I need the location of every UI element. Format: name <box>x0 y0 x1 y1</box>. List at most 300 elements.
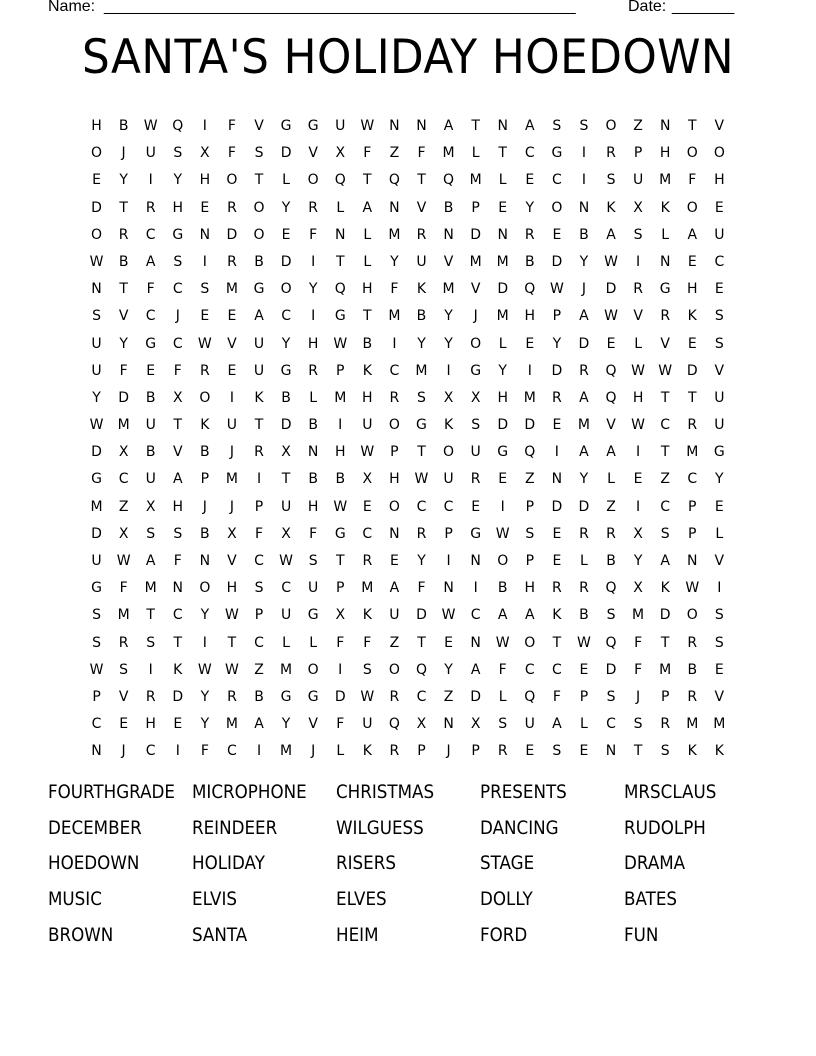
grid-letter: Y <box>579 253 589 270</box>
grid-letter: Q <box>524 281 536 298</box>
grid-letter: L <box>282 634 290 651</box>
grid-letter: N <box>389 525 400 542</box>
grid-row <box>83 222 733 249</box>
grid-letter: R <box>497 743 508 760</box>
grid-letter: F <box>363 145 372 162</box>
grid-letter: Q <box>605 389 617 406</box>
grid-letter: P <box>336 580 345 597</box>
name-field-line: _____________________________________________________ <box>104 0 576 15</box>
grid-letter: I <box>175 743 180 760</box>
grid-letter: M <box>280 743 293 760</box>
grid-row <box>83 439 733 466</box>
grid-letter: F <box>498 661 507 678</box>
grid-letter: M <box>442 281 455 298</box>
grid-letter: H <box>389 471 400 488</box>
grid-letter: W <box>89 253 104 270</box>
grid-letter: K <box>687 743 697 760</box>
grid-letter: P <box>471 743 480 760</box>
grid-letter: N <box>199 226 211 243</box>
grid-letter: I <box>581 145 587 162</box>
grid-letter: G <box>307 688 319 705</box>
grid-letter: V <box>443 253 454 270</box>
grid-letter: N <box>497 118 508 134</box>
grid-letter: T <box>119 281 128 298</box>
grid-letter: S <box>660 525 670 542</box>
grid-letter: T <box>173 634 183 651</box>
grid-letter: Y <box>552 335 562 352</box>
grid-row <box>83 303 733 330</box>
grid-letter: R <box>687 634 698 651</box>
grid-letter: W <box>197 335 212 352</box>
grid-letter: B <box>335 471 346 488</box>
grid-letter: X <box>118 444 129 461</box>
word-bank-item: REINDEER <box>192 816 278 839</box>
grid-letter: L <box>471 145 480 162</box>
grid-letter: G <box>497 444 509 461</box>
grid-letter: X <box>145 498 156 515</box>
grid-letter: A <box>579 389 589 406</box>
page-title: SANTA'S HOLIDAY HOEDOWN <box>81 30 735 85</box>
grid-letter: E <box>687 253 697 270</box>
grid-letter: L <box>607 471 615 488</box>
grid-letter: V <box>308 145 318 162</box>
grid-letter: Q <box>605 634 617 651</box>
grid-letter: R <box>416 226 427 243</box>
grid-letter: R <box>389 743 400 760</box>
grid-letter: J <box>446 743 451 760</box>
header-fields <box>48 0 748 20</box>
grid-letter: S <box>200 281 210 298</box>
grid-letter: C <box>145 308 156 325</box>
word-bank-row <box>48 850 768 886</box>
grid-letter: E <box>362 498 372 515</box>
grid-letter: N <box>605 743 617 760</box>
grid-letter: A <box>470 661 481 678</box>
grid-letter: E <box>714 281 724 298</box>
grid-letter: V <box>714 362 725 379</box>
grid-letter: Y <box>281 335 291 352</box>
grid-letter: U <box>362 716 373 733</box>
word-bank-item: CHRISTMAS <box>336 781 435 803</box>
grid-letter: S <box>254 580 264 597</box>
grid-letter: I <box>717 580 722 597</box>
grid-letter: C <box>714 253 725 270</box>
grid-letter: P <box>688 525 697 542</box>
grid-letter: U <box>253 335 265 352</box>
grid-letter: S <box>92 607 101 624</box>
grid-letter: B <box>281 389 291 406</box>
grid-letter: H <box>686 281 698 298</box>
grid-letter: F <box>227 145 236 162</box>
grid-letter: I <box>636 498 641 515</box>
grid-letter: E <box>92 172 101 189</box>
grid-letter: S <box>146 634 156 651</box>
grid-letter: O <box>497 553 509 569</box>
grid-letter: E <box>281 226 291 243</box>
grid-letter: S <box>714 308 724 325</box>
grid-letter: M <box>117 607 130 624</box>
grid-letter: D <box>91 525 102 542</box>
grid-letter: M <box>388 308 401 325</box>
grid-letter: Y <box>200 607 210 624</box>
grid-letter: F <box>552 688 561 705</box>
grid-letter: T <box>173 417 183 434</box>
grid-letter: U <box>714 417 725 434</box>
grid-letter: H <box>307 335 319 352</box>
grid-letter: Z <box>389 145 400 162</box>
word-bank-item: RISERS <box>336 852 396 875</box>
grid-letter: I <box>202 253 207 270</box>
grid-letter: W <box>414 471 429 488</box>
grid-letter: Y <box>498 362 507 379</box>
grid-letter: I <box>311 253 316 270</box>
grid-letter: K <box>443 417 454 434</box>
grid-letter: G <box>280 362 292 379</box>
grid-letter: C <box>416 498 427 515</box>
grid-letter: M <box>442 145 455 162</box>
grid-letter: M <box>361 580 374 597</box>
word-bank-item: DOLLY <box>480 888 533 911</box>
grid-letter: D <box>686 362 698 379</box>
grid-letter: M <box>225 471 238 488</box>
grid-letter: Y <box>417 335 426 352</box>
grid-letter: F <box>336 716 345 733</box>
grid-letter: Y <box>444 308 453 325</box>
grid-letter: N <box>443 716 454 733</box>
grid-letter: L <box>580 716 588 733</box>
grid-letter: U <box>226 417 238 434</box>
grid-letter: C <box>91 716 102 733</box>
grid-letter: L <box>336 199 345 216</box>
word-bank-item: ELVES <box>336 888 387 911</box>
grid-letter: I <box>202 118 207 134</box>
grid-letter: G <box>145 335 157 352</box>
grid-letter: T <box>281 471 291 488</box>
grid-letter: S <box>146 525 156 542</box>
grid-letter: G <box>659 281 671 298</box>
grid-letter: K <box>660 199 670 216</box>
grid-letter: D <box>524 417 536 434</box>
grid-letter: R <box>687 417 698 434</box>
grid-letter: D <box>334 688 346 705</box>
grid-letter: L <box>309 389 318 406</box>
grid-letter: M <box>496 253 509 270</box>
grid-letter: J <box>581 281 587 298</box>
grid-letter: A <box>687 226 698 243</box>
grid-letter: X <box>118 525 129 542</box>
grid-letter: W <box>197 661 212 678</box>
grid-letter: Y <box>633 553 643 569</box>
grid-letter: F <box>173 553 182 569</box>
grid-letter: F <box>634 661 643 678</box>
grid-letter: R <box>199 362 210 379</box>
grid-letter: P <box>633 145 643 162</box>
grid-letter: D <box>91 444 102 461</box>
grid-letter: N <box>470 553 481 569</box>
grid-letter: A <box>525 118 535 134</box>
grid-letter: B <box>254 688 264 705</box>
grid-letter: F <box>309 525 318 542</box>
grid-letter: I <box>636 253 641 270</box>
grid-letter: V <box>633 308 643 325</box>
grid-letter: S <box>633 716 643 733</box>
grid-letter: M <box>334 389 347 406</box>
grid-letter: G <box>91 580 102 597</box>
grid-letter: Q <box>605 580 617 597</box>
grid-letter: W <box>143 118 158 134</box>
grid-letter: N <box>389 118 400 134</box>
grid-letter: C <box>551 661 562 678</box>
word-bank-row <box>48 886 768 922</box>
grid-letter: T <box>417 634 426 651</box>
grid-letter: E <box>200 308 210 325</box>
grid-letter: I <box>636 444 641 461</box>
grid-letter: D <box>605 281 617 298</box>
grid-letter: R <box>227 253 237 270</box>
grid-letter: F <box>254 525 264 542</box>
grid-letter: T <box>335 553 345 569</box>
grid-letter: B <box>118 118 129 134</box>
grid-letter: U <box>443 471 454 488</box>
grid-letter: B <box>579 226 589 243</box>
grid-letter: O <box>280 281 292 298</box>
grid-letter: Z <box>254 661 264 678</box>
grid-row <box>83 412 733 439</box>
grid-row <box>83 167 733 194</box>
word-bank-item: ELVIS <box>192 888 238 911</box>
grid-letter: S <box>173 253 183 270</box>
grid-letter: D <box>280 417 292 434</box>
grid-letter: P <box>336 362 345 379</box>
grid-letter: U <box>145 145 156 162</box>
grid-letter: D <box>605 661 617 678</box>
grid-letter: H <box>226 580 238 597</box>
grid-letter: H <box>172 199 184 216</box>
grid-letter: V <box>606 417 616 434</box>
grid-letter: O <box>551 199 563 216</box>
grid-letter: A <box>525 607 535 624</box>
grid-letter: S <box>714 634 724 651</box>
grid-letter: K <box>660 580 670 597</box>
grid-letter: E <box>227 362 237 379</box>
grid-letter: G <box>280 118 292 134</box>
grid-letter: A <box>172 471 183 488</box>
grid-row <box>83 113 733 140</box>
grid-letter: Q <box>172 118 184 134</box>
grid-letter: R <box>227 199 237 216</box>
grid-letter: A <box>254 308 264 325</box>
grid-letter: X <box>281 525 291 542</box>
grid-letter: B <box>200 444 210 461</box>
grid-letter: O <box>524 634 536 651</box>
grid-letter: Q <box>605 362 617 379</box>
grid-letter: B <box>687 661 698 678</box>
grid-letter: I <box>256 743 262 760</box>
grid-letter: P <box>525 553 535 569</box>
grid-letter: I <box>256 471 262 488</box>
grid-letter: M <box>469 172 482 189</box>
grid-letter: D <box>470 688 482 705</box>
grid-letter: V <box>254 118 264 134</box>
grid-letter: C <box>254 634 264 651</box>
grid-letter: B <box>579 607 589 624</box>
grid-letter: T <box>417 172 426 189</box>
grid-letter: E <box>633 471 643 488</box>
grid-letter: U <box>308 580 319 597</box>
grid-letter: C <box>551 172 562 189</box>
grid-letter: B <box>497 580 508 597</box>
grid-letter: U <box>389 607 400 624</box>
grid-letter: Y <box>281 199 291 216</box>
grid-letter: H <box>524 580 536 597</box>
word-bank-item: HOLIDAY <box>192 852 265 875</box>
grid-letter: Y <box>525 199 535 216</box>
grid-letter: V <box>470 281 481 298</box>
grid-letter: M <box>686 716 699 733</box>
grid-letter: E <box>687 335 697 352</box>
grid-letter: O <box>199 580 211 597</box>
grid-letter: M <box>280 661 293 678</box>
grid-letter: E <box>173 716 183 733</box>
grid-letter: G <box>280 688 292 705</box>
grid-letter: D <box>470 226 482 243</box>
grid-row <box>83 738 733 765</box>
grid-letter: N <box>659 253 671 270</box>
grid-letter: D <box>280 145 292 162</box>
grid-letter: A <box>606 444 616 461</box>
grid-letter: E <box>552 417 562 434</box>
grid-letter: X <box>200 145 210 162</box>
grid-letter: B <box>416 308 427 325</box>
grid-letter: Z <box>524 471 535 488</box>
grid-letter: R <box>416 525 427 542</box>
grid-letter: Y <box>200 688 210 705</box>
grid-letter: Y <box>308 281 318 298</box>
grid-letter: W <box>604 253 618 270</box>
grid-letter: K <box>254 389 264 406</box>
grid-letter: J <box>473 308 478 325</box>
grid-letter: N <box>307 444 319 461</box>
word-bank-item: BROWN <box>48 923 114 946</box>
grid-letter: X <box>281 444 291 461</box>
date-field-line: _______ <box>672 0 735 15</box>
grid-letter: L <box>309 634 318 651</box>
grid-letter: U <box>632 172 644 189</box>
grid-letter: P <box>92 688 101 705</box>
grid-letter: N <box>659 118 671 134</box>
grid-letter: C <box>470 607 481 624</box>
grid-letter: S <box>471 417 481 434</box>
grid-letter: O <box>253 199 265 216</box>
grid-letter: F <box>200 743 209 760</box>
grid-row <box>83 358 733 385</box>
grid-letter: Y <box>444 661 453 678</box>
grid-letter: I <box>148 661 153 678</box>
grid-letter: T <box>417 444 426 461</box>
grid-letter: U <box>362 417 373 434</box>
date-label: Date: <box>628 0 667 15</box>
grid-letter: R <box>308 362 319 379</box>
grid-row <box>83 711 733 738</box>
grid-letter: T <box>660 634 670 651</box>
grid-letter: X <box>443 389 454 406</box>
grid-letter: L <box>336 743 345 760</box>
grid-letter: P <box>390 444 399 461</box>
grid-letter: H <box>307 498 319 515</box>
grid-letter: G <box>307 118 319 134</box>
grid-letter: R <box>145 688 156 705</box>
word-bank-row <box>48 922 768 958</box>
grid-letter: L <box>498 688 507 705</box>
grid-letter: C <box>145 226 156 243</box>
grid-letter: V <box>172 444 183 461</box>
grid-letter: N <box>497 226 508 243</box>
grid-letter: I <box>446 553 451 569</box>
grid-row <box>83 602 733 629</box>
grid-letter: K <box>200 417 210 434</box>
grid-letter: A <box>362 199 373 216</box>
grid-letter: S <box>606 172 616 189</box>
grid-letter: D <box>497 417 509 434</box>
grid-letter: U <box>714 226 725 243</box>
grid-letter: U <box>145 417 156 434</box>
grid-letter: A <box>579 308 589 325</box>
grid-letter: L <box>498 172 507 189</box>
grid-row <box>83 684 733 711</box>
grid-letter: E <box>444 634 453 651</box>
word-bank-item: BATES <box>624 888 678 911</box>
grid-letter: R <box>552 580 562 597</box>
grid-letter: P <box>525 498 535 515</box>
grid-letter: Q <box>334 172 346 189</box>
grid-letter: S <box>660 743 670 760</box>
grid-letter: E <box>525 743 535 760</box>
grid-letter: C <box>118 471 129 488</box>
grid-letter: C <box>606 716 616 733</box>
grid-letter: J <box>229 498 234 515</box>
grid-letter: C <box>254 553 264 569</box>
grid-letter: F <box>309 226 318 243</box>
grid-letter: S <box>417 389 426 406</box>
grid-letter: Y <box>715 471 724 488</box>
grid-letter: R <box>254 444 264 461</box>
grid-letter: E <box>552 226 562 243</box>
grid-row <box>83 249 733 276</box>
grid-letter: A <box>389 580 400 597</box>
grid-letter: T <box>660 444 670 461</box>
grid-letter: N <box>551 471 563 488</box>
word-bank-item: STAGE <box>480 852 535 875</box>
grid-letter: W <box>360 118 375 134</box>
grid-letter: E <box>200 199 210 216</box>
grid-letter: Q <box>524 444 536 461</box>
grid-letter: M <box>144 580 157 597</box>
word-bank <box>48 779 768 957</box>
grid-letter: W <box>279 553 293 569</box>
grid-letter: N <box>416 118 427 134</box>
grid-letter: T <box>660 389 670 406</box>
grid-letter: A <box>145 553 156 569</box>
grid-letter: C <box>227 743 237 760</box>
grid-letter: X <box>416 716 427 733</box>
grid-letter: C <box>172 335 183 352</box>
grid-letter: M <box>659 172 672 189</box>
grid-letter: H <box>172 498 184 515</box>
grid-letter: O <box>686 607 698 624</box>
grid-letter: R <box>389 688 400 705</box>
grid-letter: N <box>443 580 454 597</box>
grid-letter: V <box>118 308 129 325</box>
